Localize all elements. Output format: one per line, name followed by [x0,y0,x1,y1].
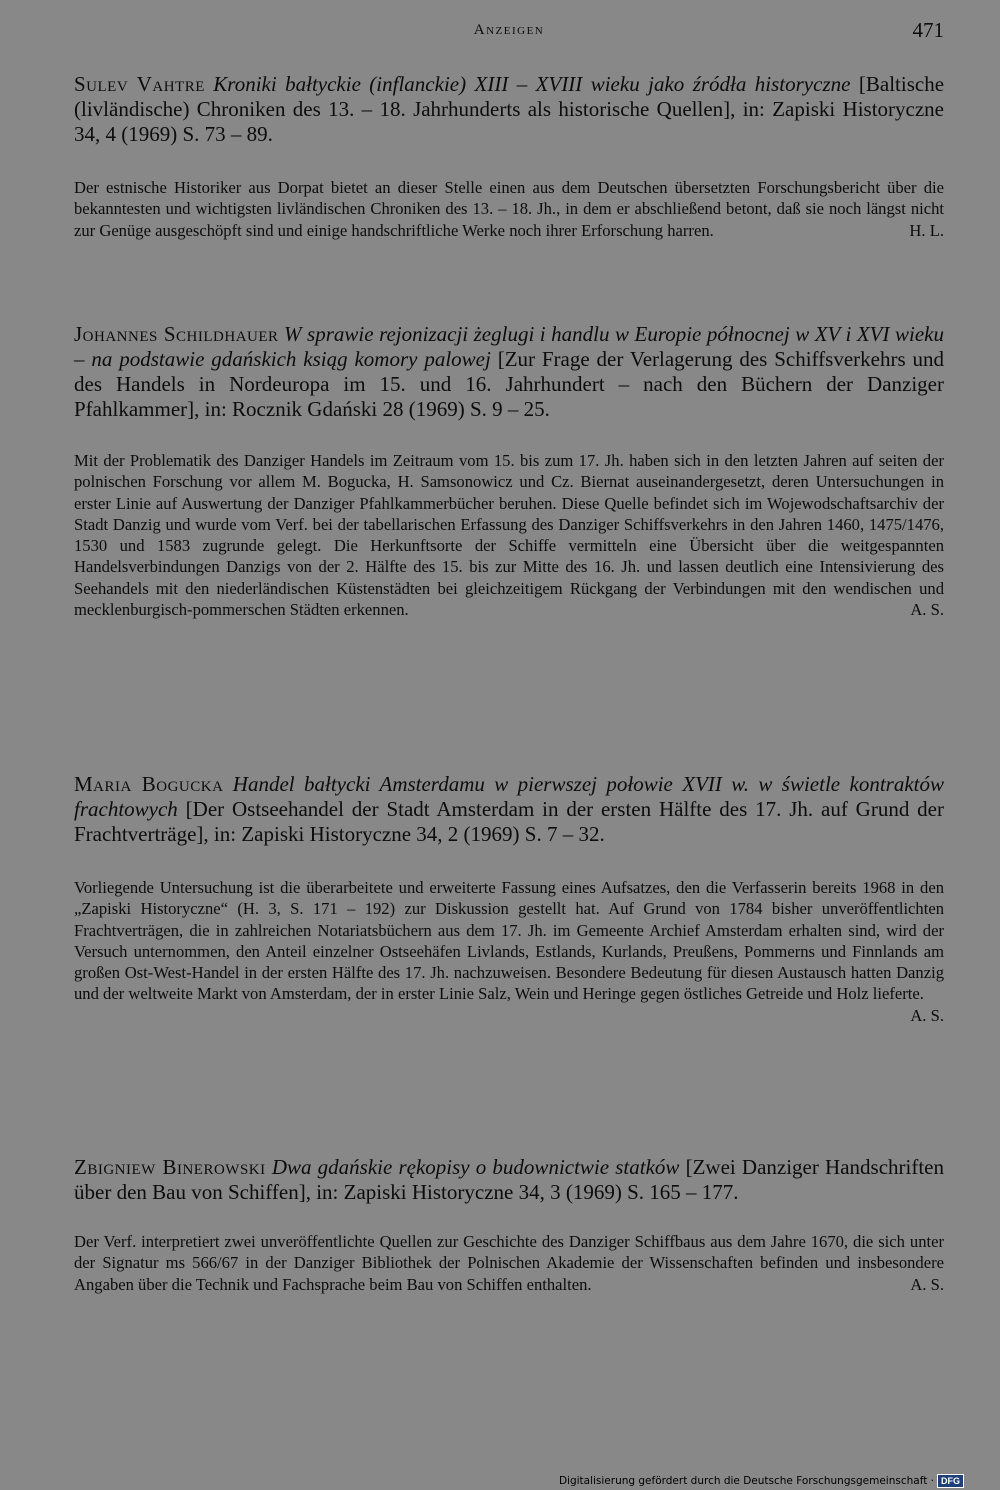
work-title: Dwa gdańskie rękopisy o budownictwie statków [271,1155,680,1179]
work-title: W sprawie rejonizacji żeglugi i handlu w Europie północnej w XV i XVI wieku – na podstawie gdańskich ksiąg komory palowej [74,322,945,371]
review-entry [74,772,944,1026]
reviewer-initials: H. L. [909,220,944,240]
abstract [74,177,944,241]
author-name: Sulev Vahtre [74,72,205,96]
abstract-text: Mit der Problematik des Danziger Handels im Zeitraum vom 15. bis zum 17. Jh. haben sich in den letzten Jahren auf seiten der polnischen Forschung vor allem M. Bogucka, H. Samsonowicz und Cz. Biernat auseinandergesetzt, deren Untersuchungen in erster Linie auf Auswertung der Danziger Pfahlkammerbücher beruhen. Diese Quelle befindet sich im Wojewodschaftsarchiv der Stadt Danzig und wurde vom Verf. bei der tabellarischen Erfassung des Danziger Schiffsverkehrs in den Jahren 1460, 1475/1476, 1530 und 1583 zugrunde gelegt. Die Herkunftsorte der Schiffe vermitteln eine Übersicht über die weitgespannten Handelsverbindungen Danzigs von der 2. Hälfte des 15. bis zur Mitte des 16. Jh. und lassen deutlich eine Intensivierung des Seehandels mit den niederländischen Küstenstädten bei gleichzeitigem Rückgang der Verbindungen mit den wendischen und mecklenburgisch-pommerschen Städten erkennen. [74,451,944,620]
reviewer-initials: A. S. [910,1005,944,1025]
citation-details: [Der Ostseehandel der Stadt Amsterdam in der ersten Hälfte des 17. Jh. auf Grund der Frachtverträge], in: Zapiski Historyczne 34, 2 (1969) S. 7 – 32. [74,797,944,846]
citation [74,1155,944,1205]
work-title: Kroniki bałtyckie (inflanckie) XIII – XVIII wieku jako źródła historyczne [213,72,851,96]
review-entry [74,322,944,620]
reviewer-initials: A. S. [910,1274,944,1294]
abstract [74,450,944,620]
page-header [74,18,944,48]
abstract [74,1231,944,1295]
abstract [74,877,944,1025]
author-name: Zbigniew Binerowski [74,1155,266,1179]
dfg-logo: DFG [937,1474,964,1488]
abstract-text: Der Verf. interpretiert zwei unveröffentlichte Quellen zur Geschichte des Danziger Schiffbaus aus dem Jahre 1670, die sich unter der Signatur ms 566/67 in der Danziger Bibliothek der Polnischen Akademie der Wissenschaften befinden und insbesondere Angaben über die Technik und Fachsprache beim Bau von Schiffen enthalten. [74,1232,944,1294]
citation-details: [Zwei Danziger Handschriften über den Bau von Schiffen], in: Zapiski Historyczne 34, 3 (1969) S. 165 – 177. [74,1155,944,1204]
citation [74,72,944,147]
citation-details: [Baltische (livländische) Chroniken des 13. – 18. Jahrhunderts als historische Quellen], in: Zapiski Historyczne 34, 4 (1969) S. 73 – 89. [74,72,945,146]
author-name: Maria Bogucka [74,772,224,796]
author-name: Johannes Schildhauer [74,322,279,346]
abstract-text: Der estnische Historiker aus Dorpat bietet an dieser Stelle einen aus dem Deutschen übersetzten Forschungsbericht über die bekanntesten und wichtigsten livländischen Chroniken des 13. – 18. Jh., in dem er abschließend betont, daß sie noch längst nicht zur Genüge ausgeschöpft sind und einige handschriftliche Werke noch ihrer Erforschung harren. [74,178,944,240]
citation-details: [Zur Frage der Verlagerung des Schiffsverkehrs und des Handels in Nordeuropa im 15. und 16. Jahrhundert – nach den Büchern der Danziger Pfahlkammer], in: Rocznik Gdański 28 (1969) S. 9 – 25. [74,347,944,421]
review-entry [74,1155,944,1295]
page-number: 471 [912,18,944,42]
abstract-text: Vorliegende Untersuchung ist die überarbeitete und erweiterte Fassung eines Aufsatzes, den die Verfasserin bereits 1968 in den „Zapiski Historyczne“ (H. 3, S. 171 – 192) zur Diskussion gestellt hat. Auf Grund von 1784 bisher unveröffentlichten Frachtverträgen, die in zahlreichen Notariatsbüchern aus dem 17. Jh. im Gemeente Archief Amsterdam erhalten sind, wird der Versuch unternommen, den Anteil einzelner Ostseehäfen Livlands, Estlands, Kurlands, Preußens, Pommerns und Finnlands am großen Ost-West-Handel in der ersten Hälfte des 17. Jh. nachzuweisen. Besondere Bedeutung für diesen Austausch hatten Danzig und der weltweite Markt von Amsterdam, der in erster Linie Salz, Wein und Heringe gegen östliches Getreide und Holz lieferte. [74,878,944,1004]
work-title: Handel bałtycki Amsterdamu w pierwszej połowie XVII w. w świetle kontraktów frachtowych [74,772,944,821]
reviewer-initials: A. S. [910,600,944,620]
citation [74,772,944,847]
citation [74,322,944,422]
digitization-credit [559,1474,964,1488]
review-entry [74,72,944,241]
running-head: Anzeigen [473,22,545,38]
credit-text: Digitalisierung gefördert durch die Deutsche Forschungsgemeinschaft · [558,1475,934,1487]
